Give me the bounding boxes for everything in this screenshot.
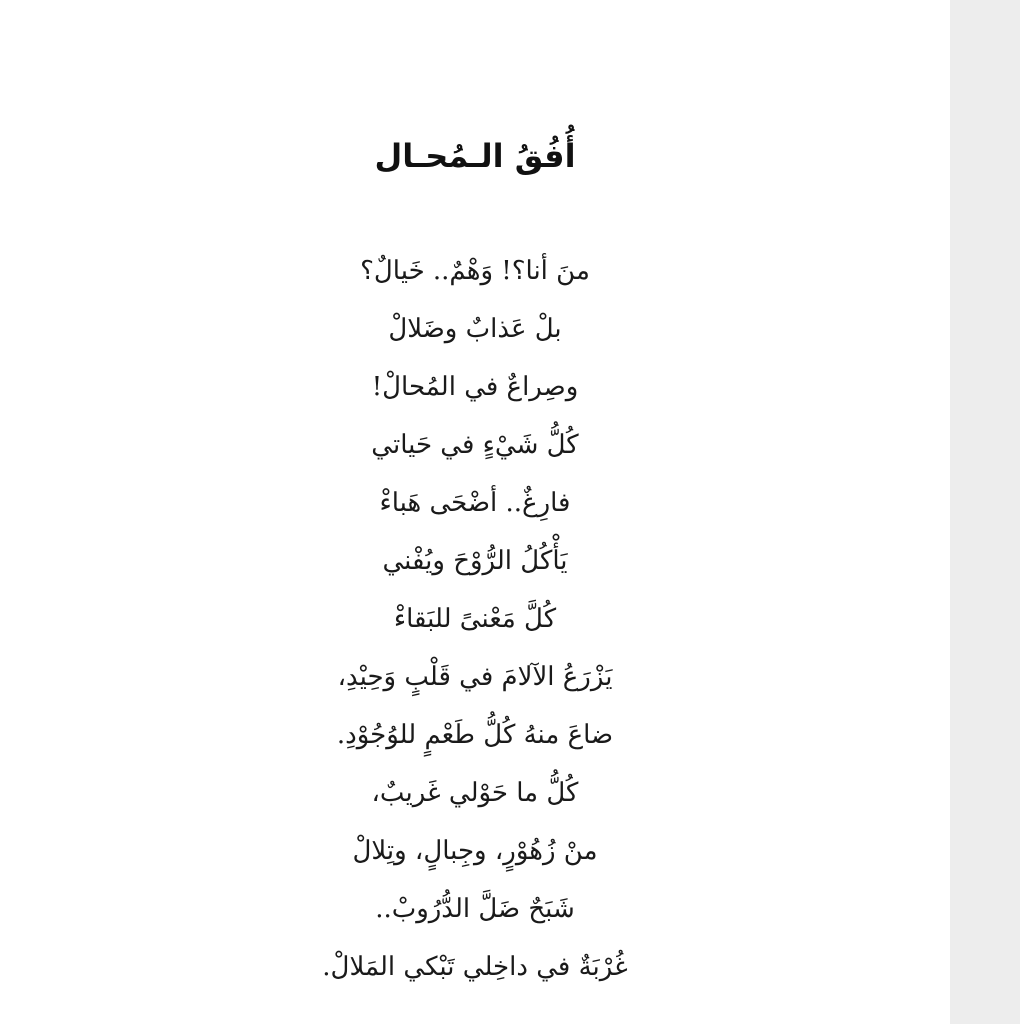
poem-line: يَأْكُلُ الرُّوْحَ ويُفْني xyxy=(382,546,568,576)
poem-line: كُلُّ ما حَوْلي غَريبٌ، xyxy=(371,778,579,808)
poem-line: غُرْبَةٌ في داخِلي تَبْكي المَلالْ. xyxy=(322,952,628,982)
poem-line: ضاعَ منهُ كُلُّ طَعْمٍ للوُجُوْدِ. xyxy=(336,720,614,750)
poem-line: منَ أنا؟! وَهْمٌ.. خَيالٌ؟ xyxy=(360,256,590,286)
poem-line: فارِغٌ.. أضْحَى هَباءْ xyxy=(379,488,571,518)
poem-title: أُفُقُ الـمُحـال xyxy=(374,137,576,175)
poem-line: كُلَّ مَعْنىً للبَقاءْ xyxy=(393,604,557,634)
poem-line: يَزْرَعُ الآلامَ في قَلْبٍ وَحِيْدِ، xyxy=(337,662,613,692)
poem-line: بلْ عَذابٌ وضَلالْ xyxy=(388,314,562,344)
poem-line: كُلُّ شَيْءٍ في حَياتي xyxy=(371,430,579,460)
poem-line: شَبَحٌ ضَلَّ الدُّرُوبْ.. xyxy=(375,894,575,924)
poem-body xyxy=(0,242,950,996)
page-edge-margin xyxy=(950,0,1020,1024)
poem-line: وصِراعٌ في المُحالْ! xyxy=(371,372,579,402)
poem-line: منْ زُهُوْرٍ، وجِبالٍ، وتِلالْ xyxy=(352,836,598,866)
